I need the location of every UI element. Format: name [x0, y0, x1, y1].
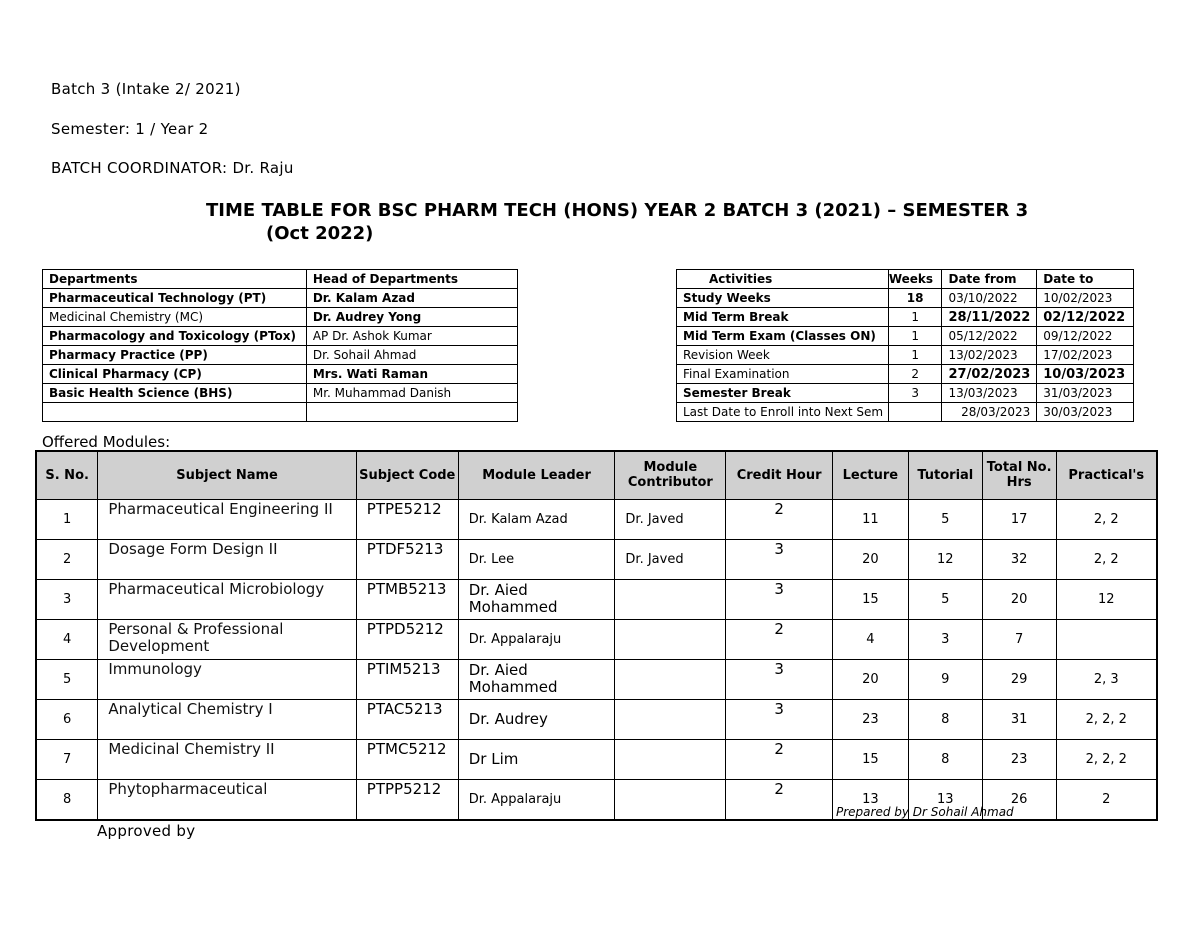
module-row — [36, 579, 1157, 619]
semester-label: Semester: 1 / Year 2 — [51, 120, 209, 138]
activity-date-from: 28/03/2023 — [942, 403, 1037, 422]
activity-name: Semester Break — [677, 384, 889, 403]
module-subject-name: Immunology — [98, 659, 356, 699]
module-module-leader: Dr. Aied Mohammed — [458, 579, 615, 619]
module-subject-name: Dosage Form Design II — [98, 539, 356, 579]
page-title: TIME TABLE FOR BSC PHARM TECH (HONS) YEAR 2 BATCH 3 (2021) – SEMESTER 3 — [206, 200, 1029, 221]
credit-hour-header: Credit Hour — [726, 451, 833, 499]
activity-date-to: 10/03/2023 — [1037, 365, 1134, 384]
module-credit-hour: 3 — [726, 539, 833, 579]
module-total-hrs: 31 — [982, 699, 1056, 739]
module-subject-name: Phytopharmaceutical — [98, 779, 356, 820]
department-row — [43, 365, 518, 384]
module-module-leader: Dr. Audrey — [458, 699, 615, 739]
module-tutorial: 5 — [908, 499, 982, 539]
activities-header-row — [677, 270, 1134, 289]
module-subject-code: PTIM5213 — [356, 659, 458, 699]
module-practicals: 2, 2, 2 — [1056, 739, 1157, 779]
departments-header: Departments — [43, 270, 307, 289]
module-module-leader: Dr. Appalaraju — [458, 619, 615, 659]
department-name: Medicinal Chemistry (MC) — [43, 308, 307, 327]
activity-date-from: 13/02/2023 — [942, 346, 1037, 365]
activity-weeks: 1 — [888, 327, 942, 346]
department-name: Basic Health Science (BHS) — [43, 384, 307, 403]
module-module-contributor — [615, 779, 726, 820]
module-sno: 6 — [36, 699, 98, 739]
module-sno: 8 — [36, 779, 98, 820]
department-head: Mr. Muhammad Danish — [306, 384, 517, 403]
module-row — [36, 659, 1157, 699]
module-module-leader: Dr. Aied Mohammed — [458, 659, 615, 699]
module-row — [36, 619, 1157, 659]
module-credit-hour: 2 — [726, 619, 833, 659]
department-row — [43, 384, 518, 403]
module-credit-hour: 3 — [726, 699, 833, 739]
module-lecture: 13 — [832, 779, 908, 820]
activity-row — [677, 365, 1134, 384]
department-row-empty — [43, 403, 518, 422]
module-practicals: 2, 3 — [1056, 659, 1157, 699]
module-tutorial: 12 — [908, 539, 982, 579]
module-tutorial: 13 — [908, 779, 982, 820]
activity-row — [677, 346, 1134, 365]
module-subject-code: PTPD5212 — [356, 619, 458, 659]
module-practicals: 2 — [1056, 779, 1157, 820]
departments-header-row — [43, 270, 518, 289]
activity-weeks: 2 — [888, 365, 942, 384]
activities-header: Activities — [677, 270, 889, 289]
activity-date-from: 28/11/2022 — [942, 308, 1037, 327]
module-sno: 3 — [36, 579, 98, 619]
module-total-hrs: 20 — [982, 579, 1056, 619]
module-subject-code: PTPE5212 — [356, 499, 458, 539]
module-module-contributor: Dr. Javed — [615, 539, 726, 579]
head-of-departments-header: Head of Departments — [306, 270, 517, 289]
department-name: Pharmacology and Toxicology (PTox) — [43, 327, 307, 346]
module-subject-code: PTPP5212 — [356, 779, 458, 820]
module-total-hrs: 26 — [982, 779, 1056, 820]
tutorial-header: Tutorial — [908, 451, 982, 499]
module-credit-hour: 2 — [726, 779, 833, 820]
module-module-contributor: Dr. Javed — [615, 499, 726, 539]
departments-table — [42, 269, 518, 422]
module-total-hrs: 32 — [982, 539, 1056, 579]
activity-name: Mid Term Exam (Classes ON) — [677, 327, 889, 346]
module-sno: 2 — [36, 539, 98, 579]
activity-date-to: 30/03/2023 — [1037, 403, 1134, 422]
module-credit-hour: 2 — [726, 499, 833, 539]
module-sno: 4 — [36, 619, 98, 659]
module-row — [36, 739, 1157, 779]
module-practicals: 2, 2 — [1056, 499, 1157, 539]
module-contributor-header: Module Contributor — [615, 451, 726, 499]
module-lecture: 4 — [832, 619, 908, 659]
activity-row — [677, 327, 1134, 346]
module-lecture: 15 — [832, 739, 908, 779]
module-subject-name: Pharmaceutical Engineering II — [98, 499, 356, 539]
sno-header: S. No. — [36, 451, 98, 499]
module-total-hrs: 29 — [982, 659, 1056, 699]
module-subject-code: PTDF5213 — [356, 539, 458, 579]
activity-row — [677, 289, 1134, 308]
module-module-leader: Dr. Lee — [458, 539, 615, 579]
activity-weeks: 1 — [888, 308, 942, 327]
total-hrs-header: Total No. Hrs — [982, 451, 1056, 499]
department-name: Pharmacy Practice (PP) — [43, 346, 307, 365]
module-tutorial: 8 — [908, 699, 982, 739]
module-module-leader: Dr. Appalaraju — [458, 779, 615, 820]
department-row — [43, 346, 518, 365]
department-head: Dr. Kalam Azad — [306, 289, 517, 308]
module-module-contributor — [615, 659, 726, 699]
activity-date-from: 13/03/2023 — [942, 384, 1037, 403]
module-total-hrs: 23 — [982, 739, 1056, 779]
activity-row — [677, 403, 1134, 422]
date-to-header: Date to — [1037, 270, 1134, 289]
page-title-date: (Oct 2022) — [266, 223, 374, 244]
subject-code-header: Subject Code — [356, 451, 458, 499]
module-subject-name: Medicinal Chemistry II — [98, 739, 356, 779]
activity-date-from: 27/02/2023 — [942, 365, 1037, 384]
subject-name-header: Subject Name — [98, 451, 356, 499]
modules-header-row — [36, 451, 1157, 499]
module-subject-code: PTMB5213 — [356, 579, 458, 619]
approved-by: Approved by — [97, 822, 196, 840]
module-credit-hour: 3 — [726, 579, 833, 619]
activity-date-from: 03/10/2022 — [942, 289, 1037, 308]
department-name: Clinical Pharmacy (CP) — [43, 365, 307, 384]
module-sno: 7 — [36, 739, 98, 779]
coordinator-label: BATCH COORDINATOR: Dr. Raju — [51, 159, 294, 177]
module-row — [36, 699, 1157, 739]
activity-weeks: 1 — [888, 346, 942, 365]
department-head — [306, 403, 517, 422]
activity-name: Study Weeks — [677, 289, 889, 308]
module-practicals: 2, 2, 2 — [1056, 699, 1157, 739]
module-lecture: 11 — [832, 499, 908, 539]
module-practicals: 12 — [1056, 579, 1157, 619]
department-head: Dr. Sohail Ahmad — [306, 346, 517, 365]
activity-row — [677, 384, 1134, 403]
activity-date-to: 10/02/2023 — [1037, 289, 1134, 308]
modules-table — [35, 450, 1158, 821]
module-module-contributor — [615, 619, 726, 659]
activity-weeks: 18 — [888, 289, 942, 308]
module-module-leader: Dr Lim — [458, 739, 615, 779]
activities-table — [676, 269, 1134, 422]
activity-date-from: 05/12/2022 — [942, 327, 1037, 346]
activity-row — [677, 308, 1134, 327]
department-row — [43, 289, 518, 308]
module-practicals — [1056, 619, 1157, 659]
batch-label: Batch 3 (Intake 2/ 2021) — [51, 80, 241, 98]
department-row — [43, 327, 518, 346]
activity-name: Mid Term Break — [677, 308, 889, 327]
module-lecture: 23 — [832, 699, 908, 739]
module-module-contributor — [615, 739, 726, 779]
department-name — [43, 403, 307, 422]
module-leader-header: Module Leader — [458, 451, 615, 499]
module-tutorial: 9 — [908, 659, 982, 699]
activity-weeks: 3 — [888, 384, 942, 403]
department-head: Mrs. Wati Raman — [306, 365, 517, 384]
module-subject-name: Personal & Professional Development — [98, 619, 356, 659]
date-from-header: Date from — [942, 270, 1037, 289]
module-module-leader: Dr. Kalam Azad — [458, 499, 615, 539]
module-tutorial: 5 — [908, 579, 982, 619]
activity-date-to: 31/03/2023 — [1037, 384, 1134, 403]
module-row — [36, 499, 1157, 539]
module-lecture: 20 — [832, 659, 908, 699]
module-subject-name: Pharmaceutical Microbiology — [98, 579, 356, 619]
prepared-by: Prepared by Dr Sohail Ahmad — [836, 805, 1014, 819]
lecture-header: Lecture — [832, 451, 908, 499]
module-module-contributor — [615, 579, 726, 619]
offered-modules-label: Offered Modules: — [42, 433, 171, 451]
activity-date-to: 02/12/2022 — [1037, 308, 1134, 327]
module-subject-name: Analytical Chemistry I — [98, 699, 356, 739]
module-row — [36, 539, 1157, 579]
department-head: AP Dr. Ashok Kumar — [306, 327, 517, 346]
module-practicals: 2, 2 — [1056, 539, 1157, 579]
module-module-contributor — [615, 699, 726, 739]
module-tutorial: 8 — [908, 739, 982, 779]
module-credit-hour: 2 — [726, 739, 833, 779]
module-total-hrs: 17 — [982, 499, 1056, 539]
module-sno: 1 — [36, 499, 98, 539]
practicals-header: Practical's — [1056, 451, 1157, 499]
activity-name: Last Date to Enroll into Next Sem — [677, 403, 889, 422]
module-subject-code: PTAC5213 — [356, 699, 458, 739]
activity-name: Revision Week — [677, 346, 889, 365]
activity-name: Final Examination — [677, 365, 889, 384]
module-subject-code: PTMC5212 — [356, 739, 458, 779]
module-total-hrs: 7 — [982, 619, 1056, 659]
activity-weeks — [888, 403, 942, 422]
module-lecture: 15 — [832, 579, 908, 619]
activity-date-to: 17/02/2023 — [1037, 346, 1134, 365]
module-credit-hour: 3 — [726, 659, 833, 699]
department-head: Dr. Audrey Yong — [306, 308, 517, 327]
module-lecture: 20 — [832, 539, 908, 579]
module-sno: 5 — [36, 659, 98, 699]
activity-date-to: 09/12/2022 — [1037, 327, 1134, 346]
module-tutorial: 3 — [908, 619, 982, 659]
department-name: Pharmaceutical Technology (PT) — [43, 289, 307, 308]
department-row — [43, 308, 518, 327]
weeks-header: Weeks — [888, 270, 942, 289]
